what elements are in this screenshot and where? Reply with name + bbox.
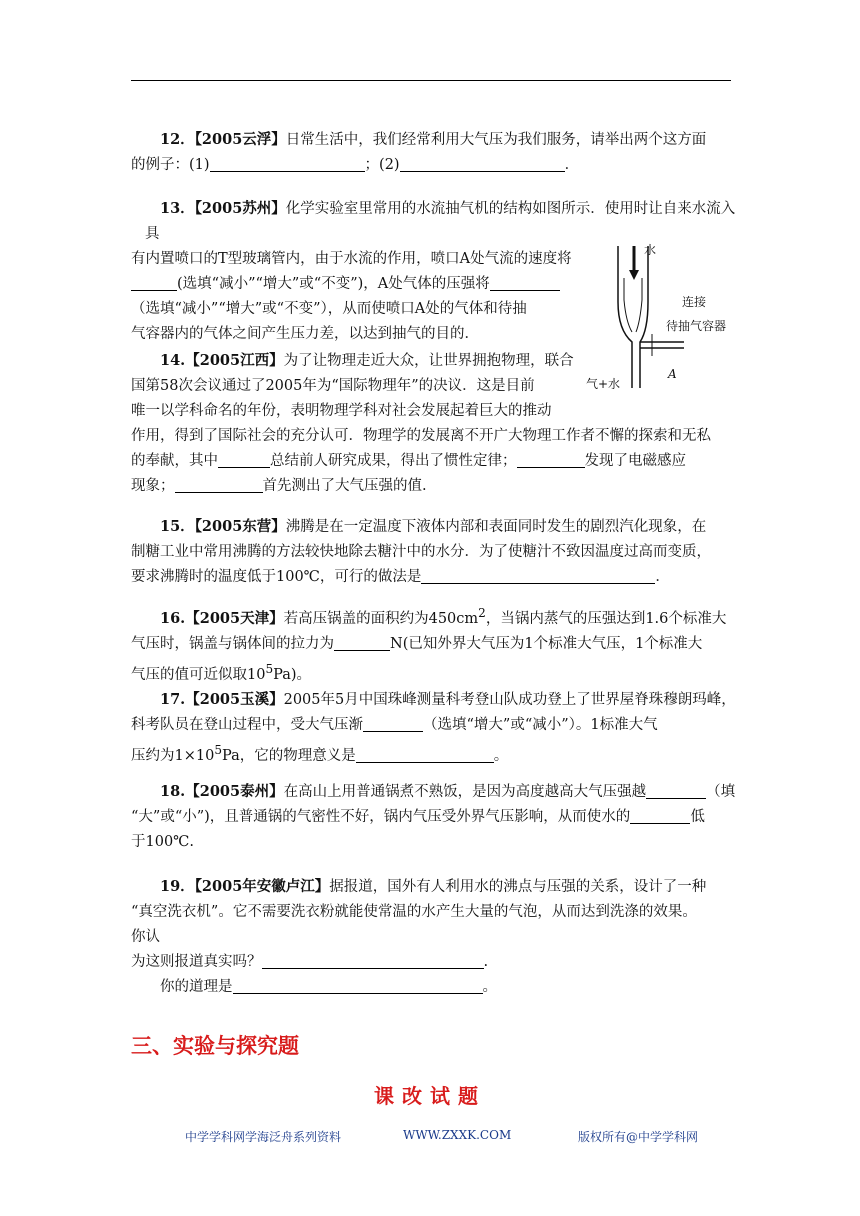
question-source: 【2005泰州】 [185,783,284,800]
answer-blank[interactable] [490,274,560,291]
question-number: 17. [160,691,186,708]
answer-blank[interactable] [400,155,565,172]
question-text: 沸腾是在一定温度下液体内部和表面同时发生的剧烈汽化现象，在 [285,519,707,535]
question-text: “大”或“小”)，且普通锅的气密性不好，锅内气压受外界气压影响，从而使水的 [131,809,631,825]
question-text: 低 [690,809,705,825]
answer-blank[interactable] [356,746,494,763]
question-text: 你认 [131,929,160,945]
question-text: 气容器内的气体之间产生压力差，以达到抽气的目的． [131,326,479,342]
question-text: 要求沸腾时的温度低于100℃，可行的做法是 [131,569,422,585]
question-19 [131,874,731,1000]
question-text: 你的道理是 [160,979,233,995]
answer-blank[interactable] [646,782,706,799]
question-source: 【2005云浮】 [194,131,286,148]
connect-label: 待抽气容器 [666,319,727,333]
question-source: 【2005玉溪】 [185,691,284,708]
superscript: 5 [214,743,223,757]
question-text: “真空洗衣机”。它不需要洗衣粉就能使常温的水产生大量的气泡，从而达到洗涤的效果。 [131,904,697,920]
question-number: 18. [160,783,186,800]
nozzle-right [636,278,642,332]
answer-blank[interactable] [210,155,365,172]
question-text: 首先测出了大气压强的值. [262,478,427,494]
question-text: 具 [145,226,160,242]
question-18 [131,779,736,855]
question-text: 为这则报道真实吗？ [131,954,262,970]
question-text: (选填“减小”“增大”或“不变”)，A处气体的压强将 [177,276,490,292]
connect-label: 连接 [682,295,707,309]
question-text: （填 [706,784,736,800]
question-text: 发现了电磁感应 [584,453,686,469]
question-text: 化学实验室里常用的水流抽气机的结构如图所示．使用时让自来水流入 [285,201,736,217]
answer-blank[interactable] [334,634,390,651]
answer-blank[interactable] [262,952,484,969]
outlet-label: 气+水 [586,377,621,391]
question-text: 压约为1×10 [131,747,215,764]
question-text: 国第58次会议通过了2005年为“国际物理年”的决议．这是目前 [131,378,535,394]
footer-center: WWW.ZXXK.COM [403,1128,512,1142]
question-text: 现象； [131,478,175,494]
question-text: ． [564,157,580,173]
question-text: （选填“减小”“增大”或“不变”），从而使喷口A处的气体和待抽 [131,301,527,317]
question-text: 于100℃. [131,834,195,850]
question-text: Pa)。 [273,666,312,683]
answer-blank[interactable] [421,567,655,584]
question-14 [131,348,731,499]
question-text: 若高压锅盖的面积约为450cm [283,610,479,627]
question-15 [131,514,731,590]
question-text: 作用，得到了国际社会的充分认可．物理学的发展离不开广大物理工作者不懈的探索和无私 [131,428,711,444]
answer-blank[interactable] [218,451,270,468]
question-source: 【2005苏州】 [194,200,286,217]
question-text: 。 [482,979,497,995]
question-text: 唯一以学科命名的年份，表明物理学科对社会发展起着巨大的推动 [131,403,552,419]
section-title: 三、实验与探究题 [131,1034,299,1058]
point-a-label: A [668,367,677,381]
question-source: 【2005天津】 [185,609,284,627]
question-text: 气压的值可近似取10 [131,666,266,683]
footer-left: 中学学科网学海泛舟系列资料 [185,1130,342,1144]
question-text: 。 [493,747,509,764]
question-number: 12． [160,131,195,148]
superscript: 2 [478,606,486,620]
question-text: （选填“增大”或“减小”）。1标准大气 [423,717,658,733]
question-text: ． [655,569,670,585]
question-text: 有内置喷口的T型玻璃管内，由于水流的作用，喷口A处气流的速度将 [131,251,572,267]
question-text: 总结前人研究成果，得出了惯性定律； [270,453,517,469]
question-text: 气压时，锅盖与锅体间的拉力为 [131,635,334,652]
answer-blank[interactable] [363,715,423,732]
question-text: N(已知外界大气压为1个标准大气压，1个标准大 [390,635,703,652]
question-number: 13． [160,200,195,217]
question-12 [131,127,731,178]
question-source: 【2005东营】 [194,518,286,535]
question-text: 在高山上用普通锅煮不熟饭，是因为高度越高大气压强越 [283,784,647,800]
question-text: 为了让物理走近大众，让世界拥抱物理，联合 [283,353,574,369]
answer-blank[interactable] [630,807,690,824]
question-text: 的奉献，其中 [131,453,218,469]
arrow-head-icon [629,270,639,280]
question-text: Pa，它的物理意义是 [222,747,356,764]
answer-blank[interactable] [175,476,263,493]
answer-blank[interactable] [131,274,177,291]
question-text: ，当锅内蒸气的压强达到1.6个标准大 [485,610,727,627]
subsection-title: 课改试题 [374,1084,486,1108]
question-source: 【2005江西】 [185,352,284,369]
question-text: ；(2) [364,157,400,173]
question-number: 15． [160,518,195,535]
header-rule [131,80,731,81]
water-label: 水 [644,243,657,257]
question-text: 科考队员在登山过程中，受大气压渐 [131,717,363,733]
question-source: 【2005年安徽卢江】 [194,878,330,895]
footer-right: 版权所有@中学学科网 [578,1130,699,1144]
answer-blank[interactable] [233,977,483,994]
answer-blank[interactable] [517,451,585,468]
question-number: 14. [160,352,186,369]
superscript: 5 [265,661,274,676]
nozzle-left [624,278,632,332]
question-text: . [483,954,489,970]
question-number: 16. [160,609,186,627]
question-text: 2005年5月中国珠峰测量科考登山队成功登上了世界屋脊珠穆朗玛峰， [283,692,736,708]
question-text: 据报道，国外有人利用水的沸点与压强的关系，设计了一种 [329,879,707,895]
question-text: 制糖工业中常用沸腾的方法较快地除去糖汁中的水分．为了使糖汁不致因温度过高而变质， [131,544,711,560]
question-16 [131,601,731,688]
question-text: 的例子：(1) [131,157,210,173]
question-text: 日常生活中，我们经常利用大气压为我们服务，请举出两个这方面 [285,132,707,148]
question-17 [131,687,736,769]
question-number: 19． [160,878,195,895]
